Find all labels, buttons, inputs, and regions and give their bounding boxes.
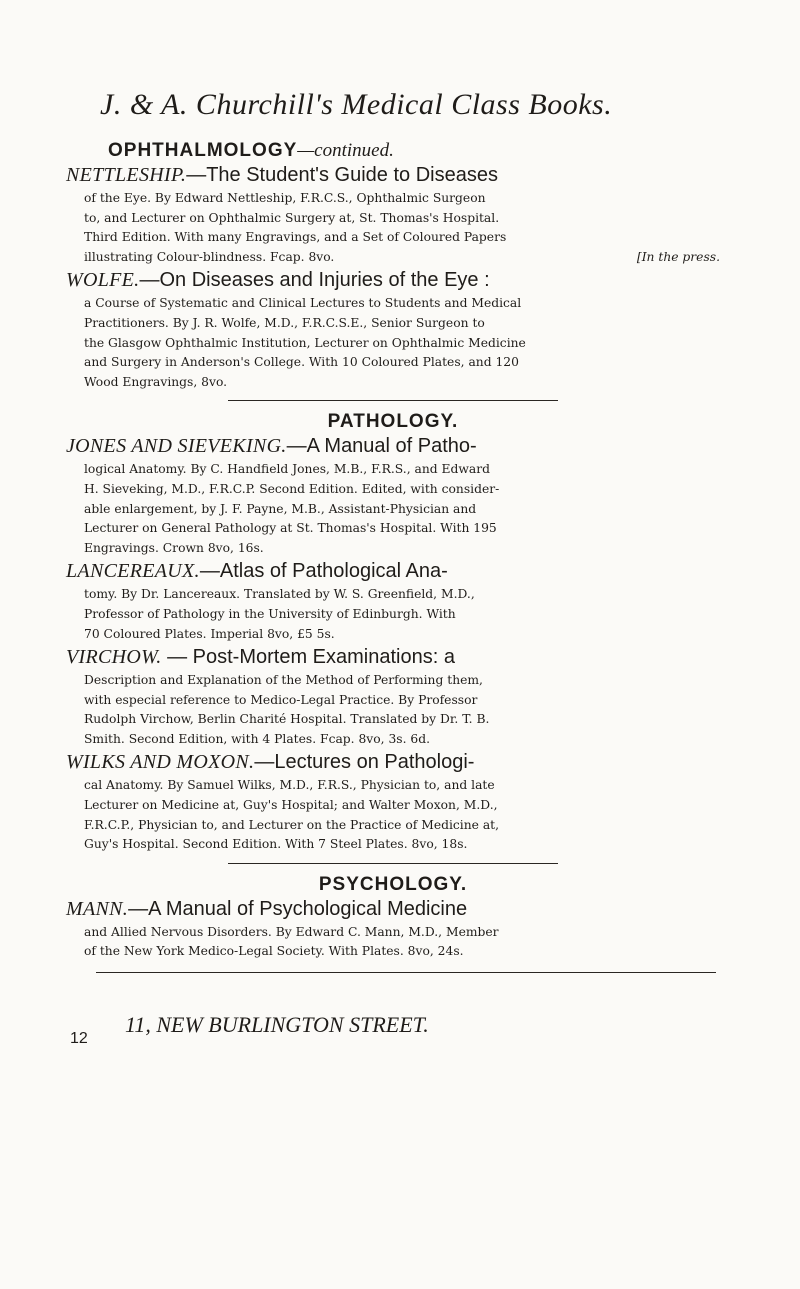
entry-line: Lecturer on Medicine at, Guy's Hospital; and Walter Moxon, M.D.,	[84, 798, 498, 813]
section-title: OPHTHALMOLOGY	[108, 140, 298, 161]
section-heading-pathology: PATHOLOGY.	[327, 411, 459, 433]
entry-line: Smith. Second Edition, with 4 Plates. Fcap. 8vo, 3s. 6d.	[84, 731, 431, 746]
entry-line: H. Sieveking, M.D., F.R.C.P. Second Edition. Edited, with consider-	[84, 481, 500, 496]
entry-line: and Allied Nervous Disorders. By Edward C. Mann, M.D., Member	[84, 924, 499, 939]
entry-title: —Lectures on Pathologi-	[254, 751, 475, 774]
entry-title: —A Manual of Patho-	[286, 435, 477, 458]
entry-line: Lecturer on General Pathology at St. Thomas's Hospital. With 195	[84, 521, 497, 536]
text-column	[66, 140, 720, 989]
entry-line: 70 Coloured Plates. Imperial 8vo, £5 5s.	[84, 626, 335, 641]
entry-mann	[66, 896, 720, 962]
entry-heading	[66, 644, 720, 671]
entry-line: the Glasgow Ophthalmic Institution, Lecturer on Ophthalmic Medicine	[84, 335, 526, 350]
entry-heading	[66, 749, 720, 776]
entry-author: MANN.	[66, 897, 129, 920]
entry-heading	[66, 162, 720, 189]
section-divider	[228, 400, 558, 401]
entry-line: Practitioners. By J. R. Wolfe, M.D., F.R.C.S.E., Senior Surgeon to	[84, 315, 485, 330]
entry-author: WOLFE.	[66, 269, 140, 292]
entry-line: tomy. By Dr. Lancereaux. Translated by W. S. Greenfield, M.D.,	[84, 587, 475, 602]
publisher-address: 11, NEW BURLINGTON STREET.	[125, 1012, 429, 1037]
entry-author: NETTLESHIP.	[66, 164, 187, 186]
running-header: J. & A. Churchill's Medical Class Books.	[100, 88, 613, 121]
entry-author: WILKS AND MOXON.	[66, 751, 255, 774]
entry-line: with especial reference to Medico-Legal Practice. By Professor	[84, 692, 478, 707]
continued-label: —continued.	[297, 140, 394, 161]
entry-line: logical Anatomy. By C. Handfield Jones, M.B., F.R.S., and Edward	[84, 462, 491, 477]
entry-line: Wood Engravings, 8vo.	[84, 374, 228, 389]
entry-lancereaux	[66, 558, 720, 644]
entry-line: F.R.C.P., Physician to, and Lecturer on the Practice of Medicine at,	[84, 817, 500, 832]
entry-heading	[66, 558, 720, 585]
entry-author: LANCEREAUX.	[66, 560, 200, 583]
entry-line: of the Eye. By Edward Nettleship, F.R.C.S., Ophthalmic Surgeon	[84, 191, 486, 205]
entry-author: JONES AND SIEVEKING.	[66, 435, 287, 458]
entry-line: able enlargement, by J. F. Payne, M.B., Assistant-Physician and	[84, 501, 477, 516]
entry-line	[66, 248, 720, 268]
entry-line-text: illustrating Colour-blindness. Fcap. 8vo.	[84, 249, 335, 264]
entry-line: Rudolph Virchow, Berlin Charité Hospital. Translated by Dr. T. B.	[84, 712, 490, 727]
entry-line: Engravings. Crown 8vo, 16s.	[84, 540, 264, 555]
entry-wilks-moxon	[66, 749, 720, 854]
entry-line: a Course of Systematic and Clinical Lectures to Students and Medical	[84, 296, 522, 311]
section-heading-ophthalmology	[66, 140, 720, 162]
entry-heading	[66, 896, 720, 923]
entry-line: Professor of Pathology in the University of Edinburgh. With	[84, 606, 456, 621]
entry-nettleship	[66, 162, 720, 267]
entry-heading	[66, 267, 720, 294]
entry-title: — Post-Mortem Examinations: a	[161, 646, 455, 669]
entry-title: —Atlas of Pathological Ana-	[199, 560, 448, 583]
entry-line: and Surgery in Anderson's College. With 10 Coloured Plates, and 120	[84, 355, 519, 370]
entry-virchow	[66, 644, 720, 749]
entry-wolfe	[66, 267, 720, 392]
entry-line: to, and Lecturer on Ophthalmic Surgery at, St. Thomas's Hospital.	[84, 210, 500, 225]
section-heading-psychology: PSYCHOLOGY.	[318, 873, 468, 895]
press-note: [In the press.	[636, 249, 720, 264]
section-divider	[228, 863, 558, 864]
entry-line: Third Edition. With many Engravings, and a Set of Coloured Papers	[84, 230, 507, 245]
entry-line: of the New York Medico-Legal Society. With Plates. 8vo, 24s.	[84, 944, 464, 959]
entry-line: Description and Explanation of the Method of Performing them,	[84, 673, 483, 688]
entry-title: —The Student's Guide to Diseases	[186, 164, 498, 186]
entry-heading	[66, 433, 720, 460]
entry-author: VIRCHOW.	[66, 646, 162, 669]
entry-line: cal Anatomy. By Samuel Wilks, M.D., F.R.S., Physician to, and late	[84, 778, 495, 793]
footer-divider	[96, 972, 716, 973]
entry-title: —A Manual of Psychological Medicine	[128, 897, 468, 920]
page-number: 12	[70, 1030, 88, 1047]
entry-line: Guy's Hospital. Second Edition. With 7 Steel Plates. 8vo, 18s.	[84, 837, 468, 852]
entry-jones-sieveking	[66, 433, 720, 558]
entry-title: —On Diseases and Injuries of the Eye :	[139, 269, 490, 292]
